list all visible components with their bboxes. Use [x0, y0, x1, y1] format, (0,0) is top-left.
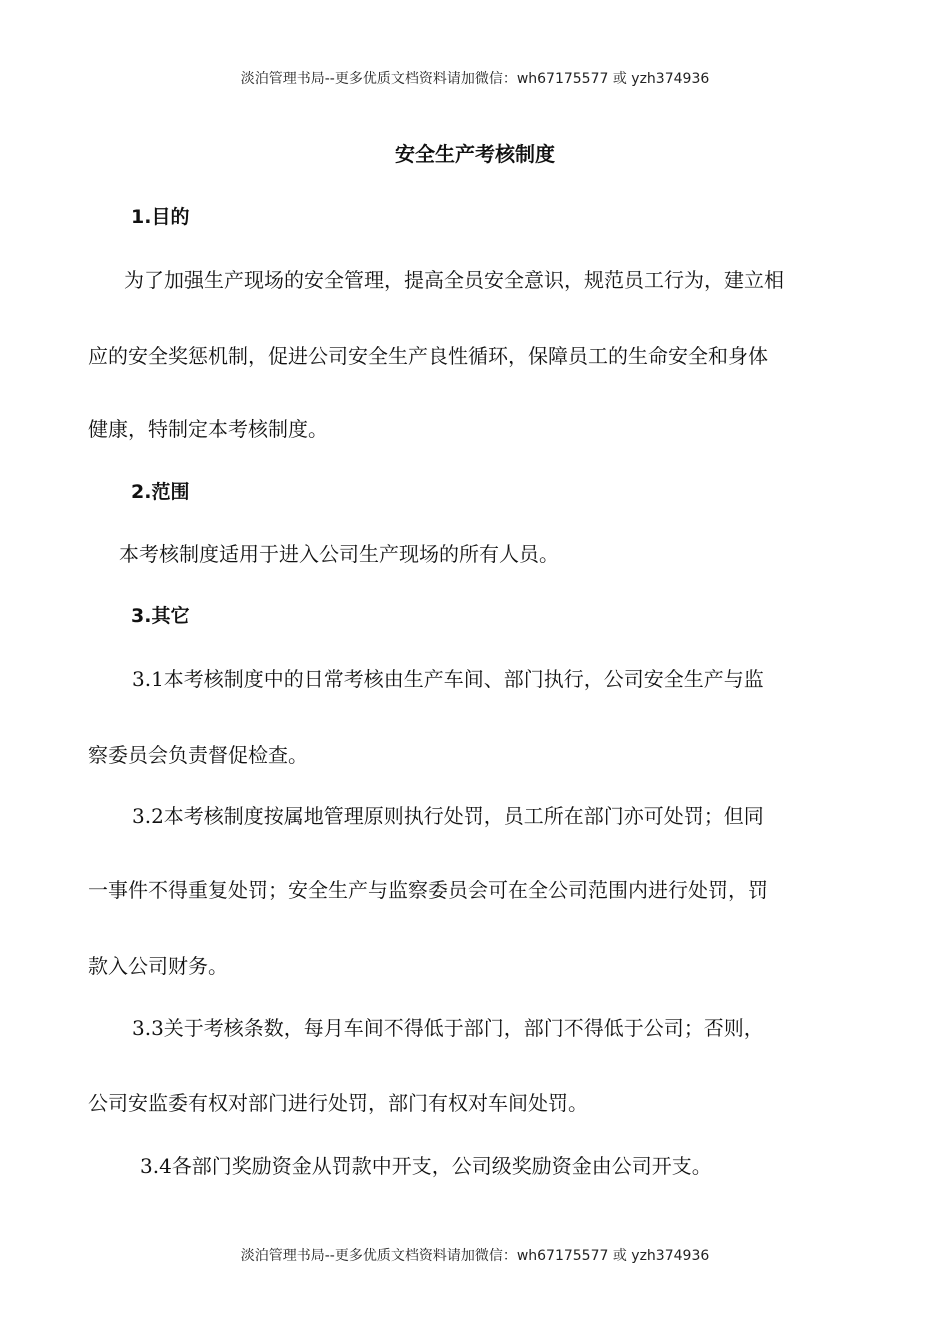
clause-3-1-line: 察委员会负责督促检查。 [88, 743, 308, 767]
clause-3-1-line: 3.1本考核制度中的日常考核由生产车间、部门执行，公司安全生产与监 [132, 667, 764, 691]
clause-3-4-line: 3.4各部门奖励资金从罚款中开支，公司级奖励资金由公司开支。 [140, 1154, 712, 1178]
section-heading-scope: 2.范围 [131, 481, 190, 503]
paragraph-line: 本考核制度适用于进入公司生产现场的所有人员。 [119, 542, 559, 566]
clause-3-3-line: 公司安监委有权对部门进行处罚，部门有权对车间处罚。 [88, 1091, 588, 1115]
paragraph-line: 健康，特制定本考核制度。 [88, 417, 328, 441]
clause-3-2-line: 一事件不得重复处罚；安全生产与监察委员会可在全公司范围内进行处罚，罚 [88, 878, 768, 902]
clause-3-3-line: 3.3关于考核条数，每月车间不得低于部门，部门不得低于公司；否则， [132, 1016, 764, 1040]
document-title: 安全生产考核制度 [395, 142, 555, 166]
clause-3-2-line: 款入公司财务。 [88, 954, 228, 978]
section-heading-purpose: 1.目的 [131, 206, 190, 228]
clause-3-2-line: 3.2本考核制度按属地管理原则执行处罚，员工所在部门亦可处罚；但同 [132, 804, 764, 828]
page-footer: 淡泊管理书局--更多优质文档资料请加微信：wh67175577 或 yzh374936 [240, 1248, 710, 1264]
paragraph-line: 应的安全奖惩机制，促进公司安全生产良性循环，保障员工的生命安全和身体 [88, 344, 768, 368]
paragraph-line: 为了加强生产现场的安全管理，提高全员安全意识，规范员工行为，建立相 [124, 268, 784, 292]
page-header: 淡泊管理书局--更多优质文档资料请加微信：wh67175577 或 yzh374936 [240, 71, 710, 87]
section-heading-other: 3.其它 [131, 605, 190, 627]
